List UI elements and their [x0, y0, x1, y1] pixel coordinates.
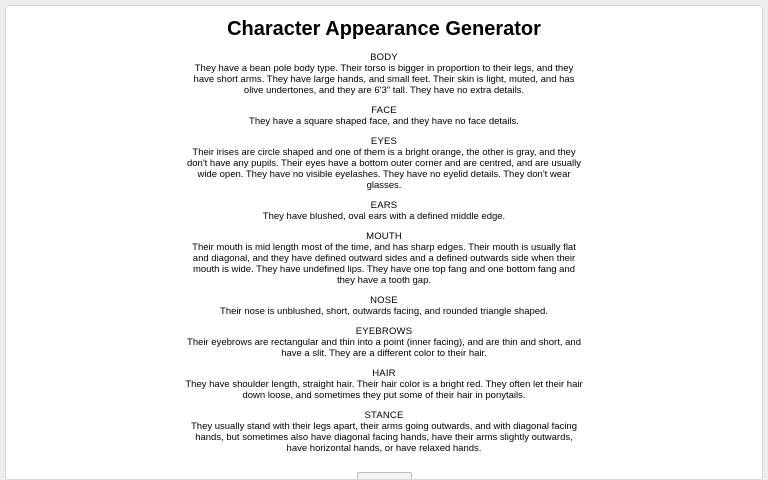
section-body	[184, 52, 584, 96]
section-text: They have a bean pole body type. Their torso is bigger in proportion to their legs, and they have short arms. They have large hands, and small feet. Their skin is light, muted, and has olive undertones, and they are 6'3" tall. They have no extra details.	[193, 63, 575, 96]
section-text: Their irises are circle shaped and one of them is a bright orange, the other is gray, and they don't have any pupils. Their eyes have a bottom outer corner and are centred, and are usually wide open. They have no visible eyelashes. They have no eyelid details. They don't wear glasses.	[186, 147, 582, 191]
section-heading: EYEBROWS	[355, 326, 413, 337]
section-mouth	[184, 231, 584, 286]
section-heading: HAIR	[372, 368, 396, 379]
section-text: They have a square shaped face, and they have no face details.	[249, 116, 519, 127]
section-text: Their nose is unblushed, short, outwards facing, and rounded triangle shaped.	[220, 306, 548, 317]
section-face	[184, 105, 584, 127]
section-heading: FACE	[371, 105, 397, 116]
section-stance	[184, 410, 584, 454]
section-hair	[184, 368, 584, 401]
section-heading: EYES	[370, 136, 398, 147]
section-eyes	[184, 136, 584, 191]
section-heading: EARS	[370, 200, 398, 211]
generate-button[interactable]	[357, 472, 412, 480]
section-heading: MOUTH	[366, 231, 402, 242]
section-ears	[184, 200, 584, 222]
section-heading: STANCE	[364, 410, 404, 421]
page-title: Character Appearance Generator	[227, 18, 541, 40]
section-text: They have shoulder length, straight hair. Their hair color is a bright red. They often let their hair down loose, and sometimes they put some of their hair in ponytails.	[185, 379, 583, 401]
section-heading: NOSE	[370, 295, 398, 306]
section-text: Their eyebrows are rectangular and thin into a point (inner facing), and are thin and short, and have a slit. They are a different color to their hair.	[187, 337, 581, 359]
section-text: Their mouth is mid length most of the time, and has sharp edges. Their mouth is usually flat and diagonal, and they have defined outward sides and a defined outwards side when their mouth is wide. They have undefined lips. They have one top fang and one bottom fang and they have a tooth gap.	[192, 242, 576, 286]
section-heading: BODY	[370, 52, 398, 63]
section-text: They usually stand with their legs apart, their arms going outwards, and with diagonal facing hands, but sometimes also have diagonal facing hands, have their arms slightly outwards, have horizontal hands, or have relaxed hands.	[190, 421, 578, 454]
section-nose	[184, 295, 584, 317]
section-text: They have blushed, oval ears with a defined middle edge.	[262, 211, 506, 222]
section-eyebrows	[184, 326, 584, 359]
page-frame	[5, 5, 763, 480]
sections-list	[6, 52, 762, 463]
